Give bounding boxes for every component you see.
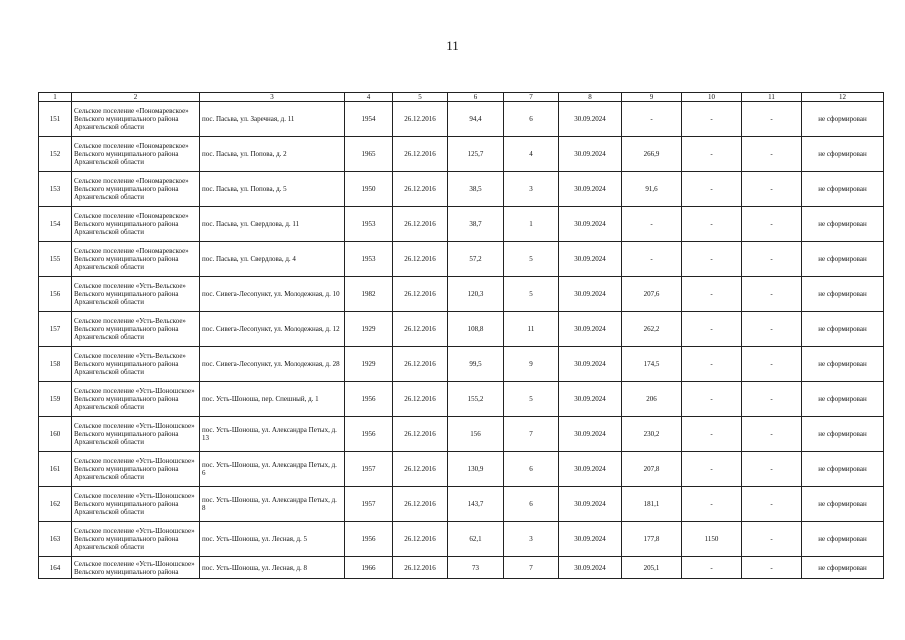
col11-cell: - <box>742 277 802 312</box>
status-cell: не сформирован <box>802 557 884 579</box>
date-cell: 26.12.2016 <box>393 347 448 382</box>
table-row <box>39 207 884 242</box>
year-cell: 1929 <box>345 347 393 382</box>
date-cell: 26.12.2016 <box>393 487 448 522</box>
residents-cell: 5 <box>504 382 559 417</box>
date-cell: 26.12.2016 <box>393 522 448 557</box>
table-body <box>39 102 884 579</box>
row-number: 152 <box>39 137 72 172</box>
address-cell: пос. Усть-Шоноша, пер. Спешный, д. 1 <box>200 382 345 417</box>
column-header: 1 <box>39 93 72 102</box>
col9-cell: 262,2 <box>622 312 682 347</box>
residents-cell: 5 <box>504 242 559 277</box>
row-number: 151 <box>39 102 72 137</box>
residents-cell: 6 <box>504 452 559 487</box>
date-cell: 26.12.2016 <box>393 207 448 242</box>
col11-cell: - <box>742 242 802 277</box>
deadline-cell: 30.09.2024 <box>559 207 622 242</box>
address-cell: пос. Сивега-Лесопункт, ул. Молодежная, д. 28 <box>200 347 345 382</box>
col10-cell: - <box>682 557 742 579</box>
date-cell: 26.12.2016 <box>393 382 448 417</box>
year-cell: 1965 <box>345 137 393 172</box>
column-header: 12 <box>802 93 884 102</box>
row-number: 155 <box>39 242 72 277</box>
area-cell: 108,8 <box>448 312 504 347</box>
status-cell: не сформирован <box>802 172 884 207</box>
residents-cell: 7 <box>504 417 559 452</box>
date-cell: 26.12.2016 <box>393 137 448 172</box>
deadline-cell: 30.09.2024 <box>559 487 622 522</box>
area-cell: 143,7 <box>448 487 504 522</box>
status-cell: не сформирован <box>802 417 884 452</box>
year-cell: 1956 <box>345 382 393 417</box>
col11-cell: - <box>742 102 802 137</box>
row-number: 162 <box>39 487 72 522</box>
column-header: 7 <box>504 93 559 102</box>
date-cell: 26.12.2016 <box>393 172 448 207</box>
status-cell: не сформирован <box>802 452 884 487</box>
table-row <box>39 487 884 522</box>
row-number: 163 <box>39 522 72 557</box>
status-cell: не сформирован <box>802 382 884 417</box>
year-cell: 1957 <box>345 487 393 522</box>
table-row <box>39 172 884 207</box>
col11-cell: - <box>742 487 802 522</box>
col9-cell: 181,1 <box>622 487 682 522</box>
address-cell: пос. Пасьва, ул. Попова, д. 5 <box>200 172 345 207</box>
row-number: 160 <box>39 417 72 452</box>
owner-cell: Сельское поселение «Усть-Шоношское» Вельского муниципального района Архангельской области <box>72 487 200 522</box>
area-cell: 99,5 <box>448 347 504 382</box>
area-cell: 38,5 <box>448 172 504 207</box>
residents-cell: 11 <box>504 312 559 347</box>
year-cell: 1953 <box>345 242 393 277</box>
area-cell: 155,2 <box>448 382 504 417</box>
housing-registry-table <box>38 92 884 579</box>
column-header: 9 <box>622 93 682 102</box>
area-cell: 130,9 <box>448 452 504 487</box>
year-cell: 1957 <box>345 452 393 487</box>
year-cell: 1953 <box>345 207 393 242</box>
col9-cell: 174,5 <box>622 347 682 382</box>
year-cell: 1982 <box>345 277 393 312</box>
owner-cell: Сельское поселение «Усть-Шоношское» Вельского муниципального района Архангельской области <box>72 452 200 487</box>
address-cell: пос. Усть-Шоноша, ул. Александра Петых, д. 6 <box>200 452 345 487</box>
col11-cell: - <box>742 347 802 382</box>
owner-cell: Сельское поселение «Усть-Шоношское» Вельского муниципального района <box>72 557 200 579</box>
residents-cell: 3 <box>504 172 559 207</box>
date-cell: 26.12.2016 <box>393 277 448 312</box>
col11-cell: - <box>742 382 802 417</box>
residents-cell: 4 <box>504 137 559 172</box>
date-cell: 26.12.2016 <box>393 417 448 452</box>
owner-cell: Сельское поселение «Усть-Вельское» Вельского муниципального района Архангельской области <box>72 312 200 347</box>
table-row <box>39 557 884 579</box>
table-header-row <box>39 93 884 102</box>
table-row <box>39 312 884 347</box>
table-row <box>39 277 884 312</box>
residents-cell: 6 <box>504 487 559 522</box>
table-row <box>39 137 884 172</box>
owner-cell: Сельское поселение «Усть-Шоношское» Вельского муниципального района Архангельской области <box>72 382 200 417</box>
col9-cell: 230,2 <box>622 417 682 452</box>
year-cell: 1950 <box>345 172 393 207</box>
row-number: 158 <box>39 347 72 382</box>
deadline-cell: 30.09.2024 <box>559 172 622 207</box>
col9-cell: 91,6 <box>622 172 682 207</box>
deadline-cell: 30.09.2024 <box>559 347 622 382</box>
owner-cell: Сельское поселение «Пономаревское» Вельского муниципального района Архангельской области <box>72 172 200 207</box>
year-cell: 1966 <box>345 557 393 579</box>
area-cell: 125,7 <box>448 137 504 172</box>
deadline-cell: 30.09.2024 <box>559 137 622 172</box>
col9-cell: - <box>622 242 682 277</box>
year-cell: 1956 <box>345 417 393 452</box>
owner-cell: Сельское поселение «Усть-Шоношское» Вельского муниципального района Архангельской области <box>72 522 200 557</box>
row-number: 159 <box>39 382 72 417</box>
col9-cell: 207,8 <box>622 452 682 487</box>
col10-cell: - <box>682 277 742 312</box>
deadline-cell: 30.09.2024 <box>559 452 622 487</box>
col10-cell: - <box>682 382 742 417</box>
column-header: 3 <box>200 93 345 102</box>
address-cell: пос. Пасьва, ул. Свердлова, д. 4 <box>200 242 345 277</box>
col10-cell: - <box>682 347 742 382</box>
table-row <box>39 347 884 382</box>
owner-cell: Сельское поселение «Усть-Шоношское» Вельского муниципального района Архангельской области <box>72 417 200 452</box>
table-row <box>39 522 884 557</box>
row-number: 161 <box>39 452 72 487</box>
page-number: 11 <box>446 38 459 53</box>
table-row <box>39 382 884 417</box>
date-cell: 26.12.2016 <box>393 242 448 277</box>
address-cell: пос. Сивега-Лесопункт, ул. Молодежная, д. 10 <box>200 277 345 312</box>
address-cell: пос. Усть-Шоноша, ул. Александра Петых, д. 8 <box>200 487 345 522</box>
col9-cell: - <box>622 207 682 242</box>
owner-cell: Сельское поселение «Пономаревское» Вельского муниципального района Архангельской области <box>72 102 200 137</box>
status-cell: не сформирован <box>802 242 884 277</box>
row-number: 153 <box>39 172 72 207</box>
col10-cell: - <box>682 487 742 522</box>
col10-cell: - <box>682 312 742 347</box>
col9-cell: - <box>622 102 682 137</box>
col11-cell: - <box>742 137 802 172</box>
col9-cell: 205,1 <box>622 557 682 579</box>
residents-cell: 7 <box>504 557 559 579</box>
year-cell: 1956 <box>345 522 393 557</box>
residents-cell: 5 <box>504 277 559 312</box>
deadline-cell: 30.09.2024 <box>559 382 622 417</box>
status-cell: не сформирован <box>802 207 884 242</box>
area-cell: 57,2 <box>448 242 504 277</box>
status-cell: не сформирован <box>802 277 884 312</box>
col10-cell: - <box>682 417 742 452</box>
col9-cell: 177,8 <box>622 522 682 557</box>
residents-cell: 3 <box>504 522 559 557</box>
col9-cell: 266,9 <box>622 137 682 172</box>
deadline-cell: 30.09.2024 <box>559 102 622 137</box>
date-cell: 26.12.2016 <box>393 102 448 137</box>
col11-cell: - <box>742 172 802 207</box>
col9-cell: 207,6 <box>622 277 682 312</box>
owner-cell: Сельское поселение «Усть-Вельское» Вельского муниципального района Архангельской области <box>72 277 200 312</box>
address-cell: пос. Усть-Шоноша, ул. Лесная, д. 5 <box>200 522 345 557</box>
year-cell: 1929 <box>345 312 393 347</box>
col10-cell: - <box>682 452 742 487</box>
column-header: 10 <box>682 93 742 102</box>
residents-cell: 1 <box>504 207 559 242</box>
area-cell: 73 <box>448 557 504 579</box>
col10-cell: 1150 <box>682 522 742 557</box>
table-row <box>39 452 884 487</box>
col10-cell: - <box>682 102 742 137</box>
deadline-cell: 30.09.2024 <box>559 312 622 347</box>
row-number: 154 <box>39 207 72 242</box>
address-cell: пос. Пасьва, ул. Попова, д. 2 <box>200 137 345 172</box>
column-header: 5 <box>393 93 448 102</box>
area-cell: 120,3 <box>448 277 504 312</box>
col10-cell: - <box>682 172 742 207</box>
date-cell: 26.12.2016 <box>393 452 448 487</box>
column-header: 4 <box>345 93 393 102</box>
row-number: 164 <box>39 557 72 579</box>
col11-cell: - <box>742 312 802 347</box>
residents-cell: 6 <box>504 102 559 137</box>
row-number: 156 <box>39 277 72 312</box>
status-cell: не сформирован <box>802 137 884 172</box>
year-cell: 1954 <box>345 102 393 137</box>
address-cell: пос. Пасьва, ул. Заречная, д. 11 <box>200 102 345 137</box>
table-row <box>39 102 884 137</box>
status-cell: не сформирован <box>802 487 884 522</box>
status-cell: не сформирован <box>802 522 884 557</box>
col9-cell: 206 <box>622 382 682 417</box>
residents-cell: 9 <box>504 347 559 382</box>
area-cell: 94,4 <box>448 102 504 137</box>
table-row <box>39 417 884 452</box>
deadline-cell: 30.09.2024 <box>559 557 622 579</box>
owner-cell: Сельское поселение «Пономаревское» Вельского муниципального района Архангельской области <box>72 207 200 242</box>
col10-cell: - <box>682 242 742 277</box>
deadline-cell: 30.09.2024 <box>559 417 622 452</box>
status-cell: не сформирован <box>802 347 884 382</box>
column-header: 11 <box>742 93 802 102</box>
owner-cell: Сельское поселение «Пономаревское» Вельского муниципального района Архангельской области <box>72 242 200 277</box>
row-number: 157 <box>39 312 72 347</box>
column-header: 2 <box>72 93 200 102</box>
date-cell: 26.12.2016 <box>393 557 448 579</box>
col11-cell: - <box>742 557 802 579</box>
col11-cell: - <box>742 452 802 487</box>
deadline-cell: 30.09.2024 <box>559 242 622 277</box>
owner-cell: Сельское поселение «Пономаревское» Вельского муниципального района Архангельской области <box>72 137 200 172</box>
date-cell: 26.12.2016 <box>393 312 448 347</box>
status-cell: не сформирован <box>802 102 884 137</box>
col10-cell: - <box>682 137 742 172</box>
address-cell: пос. Усть-Шоноша, ул. Лесная, д. 8 <box>200 557 345 579</box>
deadline-cell: 30.09.2024 <box>559 522 622 557</box>
area-cell: 62,1 <box>448 522 504 557</box>
address-cell: пос. Усть-Шоноша, ул. Александра Петых, д. 13 <box>200 417 345 452</box>
column-header: 8 <box>559 93 622 102</box>
col11-cell: - <box>742 417 802 452</box>
deadline-cell: 30.09.2024 <box>559 277 622 312</box>
address-cell: пос. Сивега-Лесопункт, ул. Молодежная, д. 12 <box>200 312 345 347</box>
owner-cell: Сельское поселение «Усть-Вельское» Вельского муниципального района Архангельской области <box>72 347 200 382</box>
column-header: 6 <box>448 93 504 102</box>
status-cell: не сформирован <box>802 312 884 347</box>
area-cell: 156 <box>448 417 504 452</box>
col11-cell: - <box>742 207 802 242</box>
area-cell: 38,7 <box>448 207 504 242</box>
col10-cell: - <box>682 207 742 242</box>
address-cell: пос. Пасьва, ул. Свердлова, д. 11 <box>200 207 345 242</box>
col11-cell: - <box>742 522 802 557</box>
table-row <box>39 242 884 277</box>
